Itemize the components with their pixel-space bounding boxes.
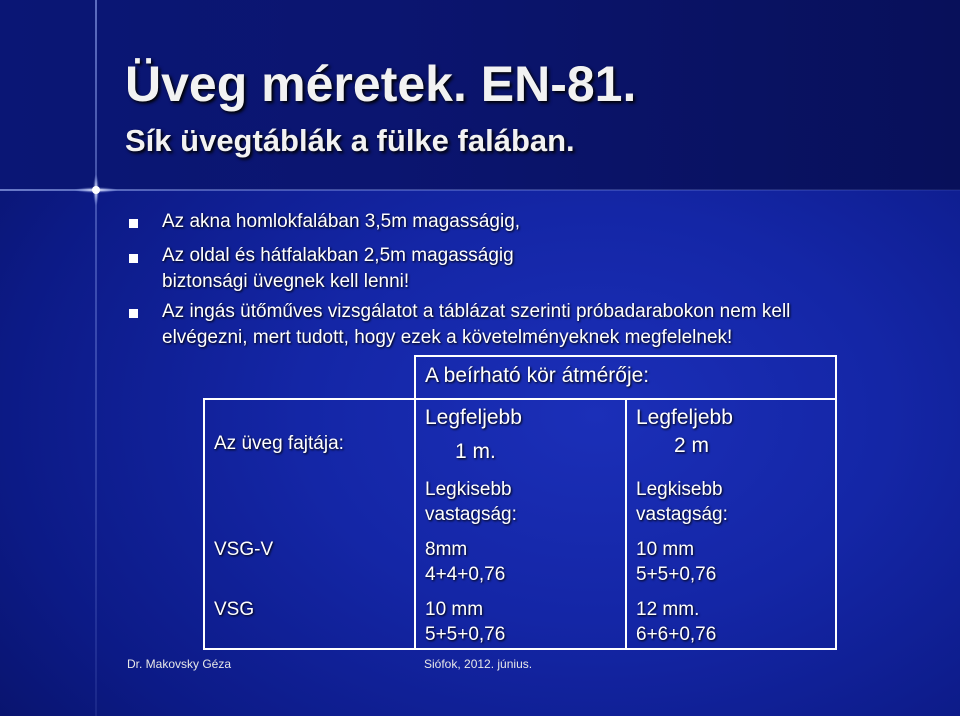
row-label-header: Az üveg fajtája: xyxy=(214,433,344,454)
col2-sub2: vastagság: xyxy=(636,504,728,525)
footer-author: Dr. Makovsky Géza xyxy=(127,657,232,671)
row-cell: 5+5+0,76 xyxy=(636,564,717,585)
bullet-marker xyxy=(129,219,138,228)
bullet-text: Az oldal és hátfalakban 2,5m magasságig xyxy=(162,245,514,266)
row-cell: 10 mm xyxy=(425,599,484,620)
row-cell: 6+6+0,76 xyxy=(636,624,717,645)
row-cell: 5+5+0,76 xyxy=(425,624,506,645)
row-cell: 12 mm. xyxy=(636,599,700,620)
bullet-text: Az ingás ütőműves vizsgálatot a táblázat szerinti próbadarabokon nem kell xyxy=(162,301,791,322)
row-cell: 8mm xyxy=(425,539,468,560)
bullet-text: biztonsági üvegnek kell lenni! xyxy=(162,271,410,292)
bullet-marker xyxy=(129,254,138,263)
col1-value: 1 m. xyxy=(455,440,496,463)
row-cell: 4+4+0,76 xyxy=(425,564,506,585)
bullet-marker xyxy=(129,309,138,318)
table-column-divider xyxy=(414,398,416,650)
col2-value: 2 m xyxy=(674,434,710,457)
bullet-text: elvégezni, mert tudott, hogy ezek a követelményeknek megfelelnek! xyxy=(162,327,733,348)
col1-sub1: Legkisebb xyxy=(425,479,512,500)
bullet-text: Az akna homlokfalában 3,5m magasságig, xyxy=(162,211,521,232)
col2-title: Legfeljebb xyxy=(636,406,733,429)
decorative-horizontal-line xyxy=(0,189,960,191)
footer-place-date: Siófok, 2012. június. xyxy=(424,657,533,671)
row-type: VSG xyxy=(214,599,255,620)
page-title: Üveg méretek. EN-81. xyxy=(125,56,637,112)
col1-sub2: vastagság: xyxy=(425,504,517,525)
table-column-divider xyxy=(625,398,627,650)
table-header: A beírható kör átmérője: xyxy=(425,364,650,387)
col1-title: Legfeljebb xyxy=(425,406,522,429)
sparkle-icon xyxy=(72,173,120,207)
row-cell: 10 mm xyxy=(636,539,695,560)
decorative-vertical-line xyxy=(95,0,97,716)
col2-sub1: Legkisebb xyxy=(636,479,723,500)
page-subtitle: Sík üvegtáblák a fülke falában. xyxy=(125,123,575,158)
row-type: VSG-V xyxy=(214,539,274,560)
